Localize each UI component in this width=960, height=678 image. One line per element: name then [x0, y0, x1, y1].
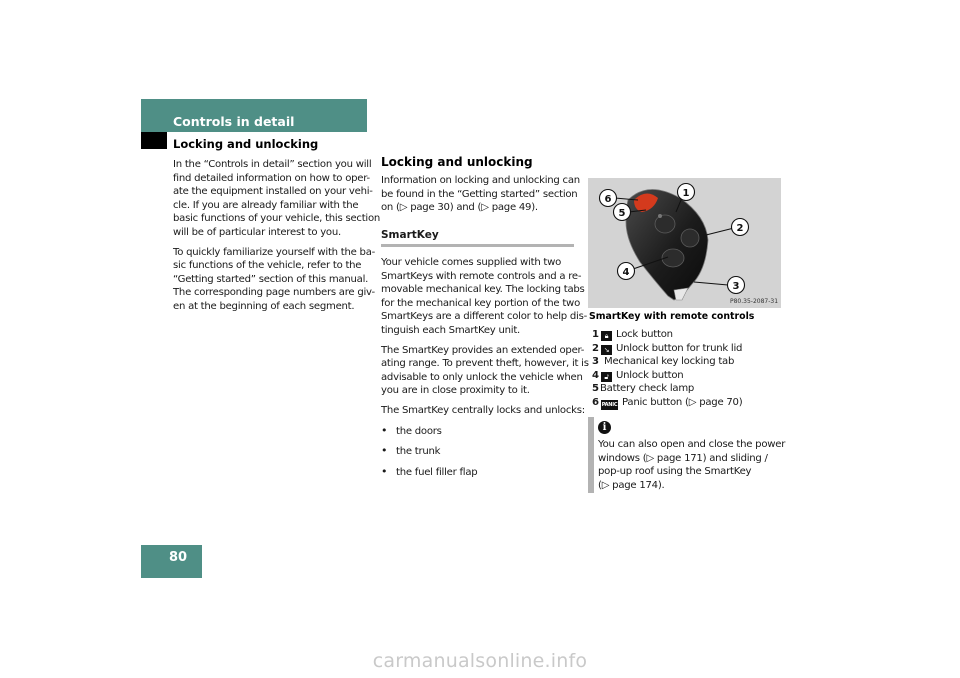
info-icon: i [598, 421, 611, 434]
text-line: SmartKeys with remote controls and a re- [381, 270, 582, 282]
legend-item: 1 🔒︎ Lock button [592, 329, 673, 340]
figure-code: P80.35-2087-31 [730, 298, 779, 305]
text-line: cle. If you are already familiar with the [173, 199, 359, 211]
smartkey-figure [588, 178, 781, 308]
unlock-icon: 🔓︎ [601, 372, 612, 382]
bullet-icon: • [381, 444, 388, 458]
callout-4: 4 [622, 267, 630, 278]
subsection-title: Locking and unlocking [173, 137, 319, 151]
text-line: you are in close proximity to it. [381, 385, 530, 397]
battery-lamp-shape [658, 214, 662, 218]
text-line: on (▷ page 30) and (▷ page 49). [381, 202, 538, 214]
text-line: Your vehicle comes supplied with two [381, 257, 562, 268]
callout-3: 3 [732, 281, 740, 292]
chapter-title: Controls in detail [173, 114, 295, 129]
text-line: The SmartKey centrally locks and unlocks: [381, 404, 585, 416]
lock-button-shape [655, 215, 675, 233]
paragraph [381, 256, 589, 338]
text-line: To quickly familiarize yourself with the ba- [173, 246, 376, 258]
callout-5: 5 [618, 208, 626, 219]
paragraph [173, 246, 380, 314]
list-item: • the doors [381, 423, 442, 437]
middle-column-body [381, 256, 589, 485]
text-line: In the “Controls in detail” section you will [173, 159, 372, 170]
legend-item: 5Battery check lamp [592, 383, 695, 395]
legend-item: 4 🔓︎ Unlock button [592, 369, 684, 381]
smartkey-heading: SmartKey [381, 229, 574, 247]
paragraph [381, 344, 589, 398]
lock-icon: 🔒︎ [601, 331, 612, 341]
text-line: for the mechanical key portion of the two [381, 297, 580, 309]
legend-item: 2 ↘ Unlock button for trunk lid [592, 342, 743, 354]
section-title: Locking and unlocking [381, 155, 533, 169]
paragraph [173, 158, 380, 240]
header-marker [141, 132, 167, 149]
legend-item: 3 Mechanical key locking tab [592, 356, 735, 368]
text-line: ate the equipment installed on your vehi- [173, 186, 373, 198]
list-item: • the fuel filler flap [381, 464, 478, 478]
chapter-header [141, 99, 367, 132]
text-line: will be of particular interest to you. [173, 226, 341, 238]
text-line: The SmartKey provides an extended oper- [381, 344, 585, 356]
figure-legend [592, 328, 742, 410]
bullet-icon: • [381, 464, 388, 478]
callout-6: 6 [604, 194, 612, 205]
callout-2: 2 [736, 223, 744, 234]
legend-item: 6 PANIC Panic button (▷ page 70) [592, 396, 743, 408]
info-text: You can also open and close the power windows (▷ page 171) and sliding / pop-up roof using the SmartKey (▷ page 174). [598, 439, 786, 491]
callout-1: 1 [682, 188, 690, 199]
info-note [588, 417, 786, 493]
paragraph [381, 404, 589, 418]
text-line: SmartKeys are a different color to help dis- [381, 311, 588, 323]
trunk-button-shape [681, 229, 699, 247]
text-line: en at the beginning of each segment. [173, 300, 355, 312]
text-line: The corresponding page numbers are giv- [173, 287, 375, 299]
text-line: advisable to only unlock the vehicle when [381, 371, 583, 383]
text-line: find detailed information on how to oper- [173, 172, 370, 184]
text-line: “Getting started” section of this manual. [173, 273, 369, 285]
panic-icon: PANIC [601, 401, 618, 408]
figure-caption: SmartKey with remote controls [589, 311, 755, 322]
text-line: be found in the “Getting started” section [381, 188, 578, 200]
bullet-list [381, 424, 589, 480]
left-column [173, 158, 380, 320]
watermark[interactable]: carmanualsonline.info [372, 650, 588, 672]
page-number: 80 [141, 545, 202, 578]
bullet-icon: • [381, 423, 388, 437]
text-line: sic functions of the vehicle, refer to the [173, 260, 362, 272]
text-line: ating range. To prevent theft, however, it is [381, 358, 589, 370]
list-item: • the trunk [381, 444, 441, 458]
intro-paragraph [381, 174, 580, 215]
text-line: Information on locking and unlocking can [381, 175, 580, 186]
smartkey-illustration [588, 178, 781, 308]
text-line: tinguish each SmartKey unit. [381, 324, 520, 336]
trunk-icon: ↘ [601, 345, 612, 355]
text-line: movable mechanical key. The locking tabs [381, 284, 585, 296]
text-line: basic functions of your vehicle, this section [173, 213, 381, 225]
